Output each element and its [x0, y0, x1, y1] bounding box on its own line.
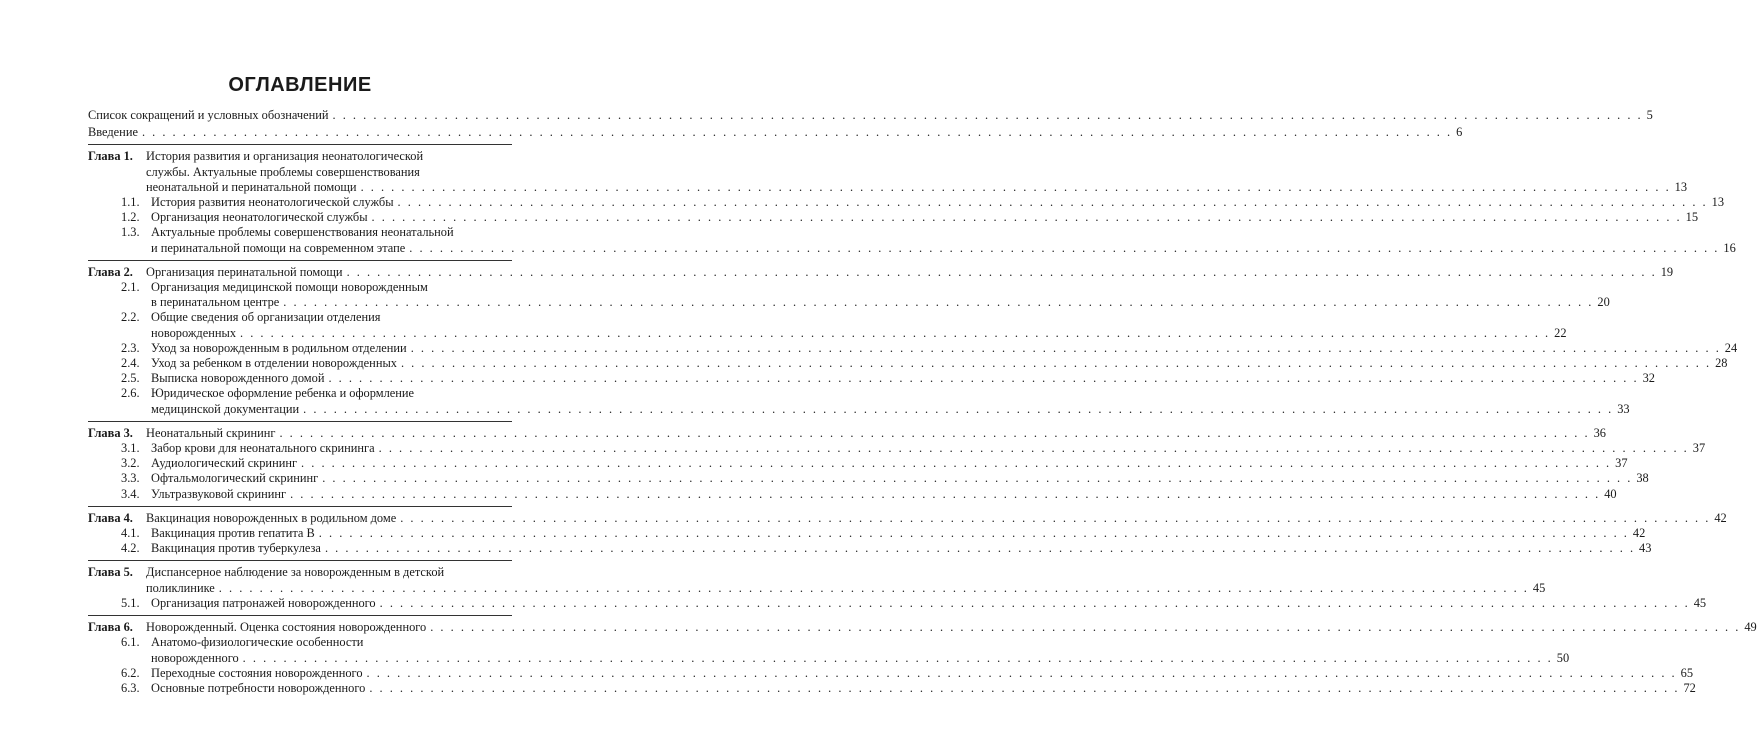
chapter-label: Глава 2.	[88, 264, 133, 279]
page-number: 50	[1556, 650, 1570, 665]
section-title: Вакцинация против гепатита B	[151, 526, 315, 541]
chapter-heading-line	[88, 165, 512, 180]
chapter-block	[88, 260, 1738, 417]
section-number: 3.1.	[121, 441, 140, 456]
entry-title: Список сокращений и условных обозначений	[88, 108, 329, 122]
page-number: 32	[1642, 371, 1655, 386]
chapter-title: Диспансерное наблюдение за новорожденным в детской	[146, 565, 445, 580]
chapter-divider	[88, 144, 512, 145]
section-entry-line	[88, 441, 1706, 456]
section-number: 4.1.	[121, 526, 140, 541]
toc-entry	[88, 108, 1653, 123]
chapter-divider	[88, 506, 512, 507]
section-number: 3.4.	[121, 486, 140, 501]
page-number: 15	[1685, 210, 1699, 225]
dot-leader	[372, 210, 1682, 225]
dot-leader	[240, 326, 1550, 341]
dot-leader	[333, 108, 1643, 123]
chapter-title: Новорожденный. Оценка состояния новорожденного	[146, 620, 427, 635]
chapter-heading-line	[88, 580, 1546, 596]
dot-leader	[409, 241, 1719, 256]
chapter-block	[88, 615, 1757, 696]
dot-leader	[369, 681, 1679, 696]
section-title: Офтальмологический скрининг	[151, 471, 319, 486]
section-title: Ультразвуковой скрининг	[151, 486, 287, 501]
chapter-divider	[88, 260, 512, 261]
chapter-divider	[88, 615, 512, 616]
chapter-label: Глава 6.	[88, 620, 133, 635]
section-title: Анатомо-физиологические особенности	[151, 635, 364, 650]
dot-leader	[430, 620, 1740, 635]
page-number: 24	[1724, 340, 1738, 355]
section-title: Вакцинация против туберкулеза	[151, 541, 321, 556]
section-title: Актуальные проблемы совершенствования неонатальной	[151, 225, 454, 240]
chapter-divider	[88, 421, 512, 422]
chapter-label: Глава 5.	[88, 565, 133, 580]
section-title: Аудиологический скрининг	[151, 456, 298, 471]
section-entry-line	[88, 371, 1655, 386]
dot-leader	[328, 371, 1638, 386]
toc-entry	[88, 125, 1463, 140]
section-entry-line	[88, 356, 1728, 371]
section-entry-line	[88, 526, 1646, 541]
section-number: 1.1.	[121, 195, 140, 210]
page-number: 65	[1680, 665, 1694, 680]
section-entry-line	[88, 486, 1617, 502]
section-number: 2.2.	[121, 310, 140, 325]
page-number: 42	[1714, 510, 1727, 525]
section-entry-line	[88, 280, 512, 295]
section-title: Организация неонатологической службы	[151, 210, 368, 225]
section-entry-line	[88, 240, 1736, 256]
chapter-block	[88, 560, 1707, 611]
section-entry-line	[88, 635, 512, 650]
dot-leader	[219, 581, 1529, 596]
section-number: 2.3.	[121, 340, 140, 355]
dot-leader	[142, 125, 1452, 140]
page-number: 22	[1554, 325, 1567, 340]
dot-leader	[361, 180, 1671, 195]
dot-leader	[290, 487, 1600, 502]
section-number: 3.2.	[121, 456, 140, 471]
section-title: в перинатальном центре	[151, 295, 280, 310]
section-entry-line	[88, 471, 1649, 486]
page-number: 37	[1615, 456, 1628, 471]
section-entry-line	[88, 310, 512, 325]
chapter-heading-line	[88, 264, 1674, 280]
section-entry-line	[88, 595, 1707, 611]
section-entry-line	[88, 295, 1610, 310]
section-number: 6.3.	[121, 680, 140, 695]
section-entry-line	[88, 665, 1694, 681]
chapter-title: неонатальной и перинатальной помощи	[146, 179, 357, 194]
section-title: Организация патронажей новорожденного	[151, 595, 376, 610]
section-entry-line	[88, 210, 1699, 225]
chapter-title: Организация перинатальной помощи	[146, 264, 343, 279]
section-number: 2.5.	[121, 371, 140, 386]
page-number: 6	[1456, 125, 1463, 140]
dot-leader	[411, 341, 1721, 356]
dot-leader	[400, 511, 1710, 526]
page-number: 28	[1715, 356, 1728, 371]
chapter-heading-line	[88, 179, 1688, 195]
page-number: 19	[1660, 264, 1674, 279]
section-entry-line	[88, 541, 1652, 556]
section-number: 6.1.	[121, 635, 140, 650]
dot-leader	[398, 195, 1708, 210]
table-of-contents	[88, 108, 1757, 696]
section-number: 1.2.	[121, 210, 140, 225]
dot-leader	[379, 441, 1689, 456]
section-entry-line	[88, 225, 512, 240]
dot-leader	[401, 356, 1711, 371]
dot-leader	[319, 526, 1629, 541]
page-number: 36	[1593, 425, 1606, 440]
chapter-block	[88, 506, 1727, 557]
chapter-heading-line	[88, 425, 1606, 441]
page-number: 16	[1723, 240, 1736, 255]
chapter-block	[88, 421, 1706, 502]
section-entry-line	[88, 650, 1570, 666]
section-title: Забор крови для неонатального скрининга	[151, 441, 375, 456]
dot-leader	[322, 471, 1632, 486]
page-number: 49	[1744, 620, 1757, 635]
page-number: 13	[1711, 195, 1725, 210]
section-number: 5.1.	[121, 595, 140, 610]
section-title: медицинской документации	[151, 401, 300, 416]
page-number: 20	[1597, 295, 1610, 310]
chapter-title: Вакцинация новорожденных в родильном доме	[146, 510, 397, 525]
section-title: Выписка новорожденного домой	[151, 371, 325, 386]
section-title: Уход за ребенком в отделении новорожденных	[151, 356, 397, 371]
chapter-title: поликлинике	[146, 580, 215, 595]
page-number: 72	[1683, 680, 1696, 695]
dot-leader	[380, 596, 1690, 611]
section-title: Юридическое оформление ребенка и оформление	[151, 386, 415, 401]
dot-leader	[283, 295, 1593, 310]
chapter-heading-line	[88, 149, 512, 164]
entry-title: Введение	[88, 125, 138, 140]
section-number: 2.6.	[121, 386, 140, 401]
chapter-title: История развития и организация неонатологической	[146, 149, 424, 164]
section-title: Переходные состояния новорожденного	[151, 665, 363, 680]
page-number: 5	[1646, 108, 1653, 122]
section-title: Общие сведения об организации отделения	[151, 310, 381, 325]
dot-leader	[303, 402, 1613, 417]
page-number: 13	[1674, 179, 1688, 194]
section-title: Основные потребности новорожденного	[151, 680, 366, 695]
section-title: новорожденных	[151, 325, 237, 340]
dot-leader	[301, 456, 1611, 471]
section-number: 2.4.	[121, 356, 140, 371]
section-entry-line	[88, 401, 1630, 417]
section-number: 1.3.	[121, 225, 140, 240]
section-number: 3.3.	[121, 471, 140, 486]
chapter-title: службы. Актуальные проблемы совершенствования	[146, 164, 420, 179]
dot-leader	[367, 666, 1677, 681]
page-number: 38	[1636, 471, 1649, 486]
chapter-label: Глава 4.	[88, 510, 133, 525]
dot-leader	[279, 426, 1589, 441]
section-number: 6.2.	[121, 665, 140, 680]
page-number: 33	[1617, 401, 1630, 416]
section-entry-line	[88, 680, 1696, 696]
chapter-label: Глава 3.	[88, 425, 133, 440]
chapter-title: Неонатальный скрининг	[146, 425, 276, 440]
page-number: 42	[1632, 526, 1646, 541]
section-entry-line	[88, 325, 1567, 341]
page-number: 45	[1693, 595, 1707, 610]
section-entry-line	[88, 456, 1628, 471]
chapter-block	[88, 144, 1736, 255]
page-number: 43	[1639, 541, 1652, 556]
chapter-heading-line	[88, 620, 1757, 635]
section-entry-line	[88, 195, 1725, 210]
section-entry-line	[88, 340, 1738, 356]
section-title: Организация медицинской помощи новорожденным	[151, 280, 428, 295]
section-number: 4.2.	[121, 541, 140, 556]
section-title: и перинатальной помощи на современном этапе	[151, 240, 406, 255]
chapter-heading-line	[88, 510, 1727, 526]
dot-leader	[347, 265, 1657, 280]
page-number: 40	[1604, 486, 1617, 501]
section-entry-line	[88, 386, 512, 401]
page-number: 37	[1692, 441, 1706, 456]
section-number: 2.1.	[121, 280, 140, 295]
chapter-label: Глава 1.	[88, 149, 133, 164]
chapter-heading-line	[88, 565, 512, 580]
page-title: ОГЛАВЛЕНИЕ	[228, 74, 372, 96]
section-title: Уход за новорожденным в родильном отделении	[151, 340, 407, 355]
dot-leader	[325, 541, 1635, 556]
dot-leader	[243, 651, 1553, 666]
chapter-divider	[88, 560, 512, 561]
section-title: новорожденного	[151, 650, 239, 665]
page-number: 45	[1532, 580, 1546, 595]
section-title: История развития неонатологической службы	[151, 195, 394, 210]
